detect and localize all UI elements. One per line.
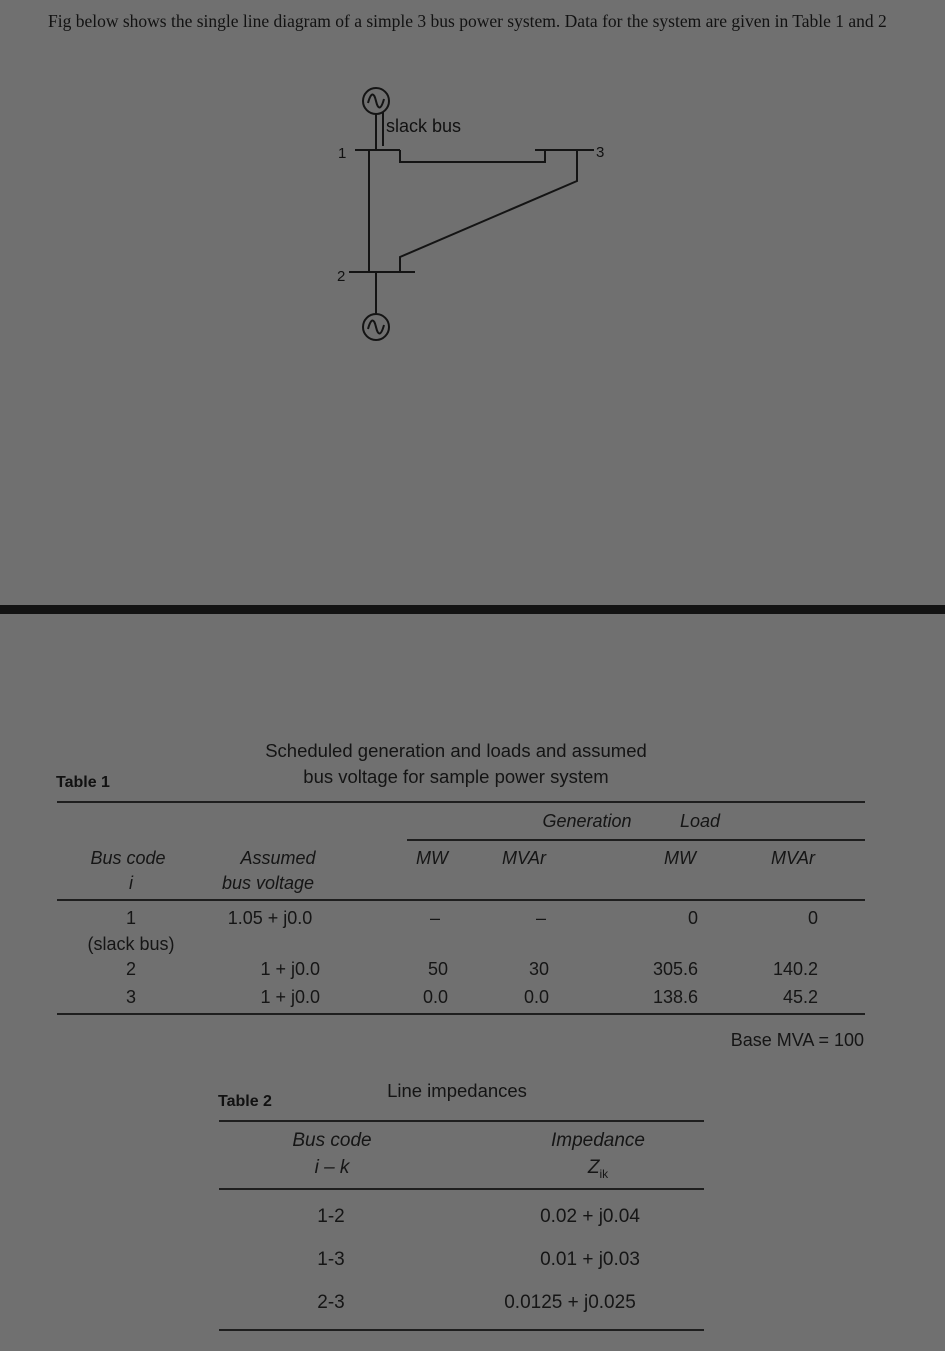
base-mva-note: Base MVA = 100: [730, 1030, 864, 1050]
table1-row1-bus: 1: [125, 908, 137, 928]
table1-header-gen-mw: MW: [416, 848, 448, 868]
table2-caption: Line impedances: [387, 1080, 527, 1101]
line-2-3: [400, 150, 577, 272]
table1-row2-bus: 2: [125, 959, 137, 979]
table2-row3-impedance: 0.0125 + j0.025: [504, 1292, 636, 1313]
table1-bottom-rule: [57, 1013, 865, 1015]
impedance-symbol: Z: [587, 1157, 600, 1178]
table1-caption-line1: Scheduled generation and loads and assumed: [265, 740, 647, 761]
section-divider: [0, 605, 945, 614]
table1-row3-bus: 3: [125, 987, 137, 1007]
table1-row2-load-mw: 305.6: [652, 959, 698, 979]
single-line-diagram: [0, 80, 945, 350]
table1-row2-gen-mw: 50: [427, 959, 448, 979]
table2-header-impedance: Impedance: [550, 1130, 646, 1151]
table1-header-gen-mvar: MVAr: [501, 848, 547, 868]
bus-3-label: 3: [596, 144, 605, 161]
table1-row1-gen-mw: –: [429, 908, 441, 928]
intro-text: Fig below shows the single line diagram of a simple 3 bus power system. Data for the system are given in Table 1 and 2: [48, 11, 887, 31]
table1-row1-voltage: 1.05 + j0.0: [227, 908, 313, 928]
table2-header-bus-code: Bus code: [292, 1130, 372, 1151]
line-1-3: [400, 150, 545, 162]
impedance-subscript: ik: [599, 1166, 609, 1181]
table2-bottom-rule: [219, 1329, 704, 1331]
generator-1-sine: [368, 94, 384, 107]
table1-row3-load-mvar: 45.2: [782, 987, 818, 1007]
table1-header-rule: [57, 899, 865, 901]
table2-row3-bus: 2-3: [317, 1292, 345, 1313]
table1-row3-voltage: 1 + j0.0: [260, 987, 320, 1007]
bus-1-label: 1: [338, 145, 347, 162]
table2-header-rule: [219, 1188, 704, 1190]
table1-row1-bus-note: (slack bus): [87, 934, 175, 954]
table1-header-load-mw: MW: [664, 848, 696, 868]
table1-row1-load-mvar: 0: [807, 908, 818, 928]
table1-row2-voltage: 1 + j0.0: [260, 959, 320, 979]
table2-header-bus-code-sub: i – k: [314, 1157, 350, 1178]
table1-header-voltage-1: Assumed: [240, 848, 316, 868]
generator-2-sine: [368, 320, 384, 333]
table1-row2-load-mvar: 140.2: [772, 959, 818, 979]
table2-row2-impedance: 0.01 + j0.03: [540, 1249, 640, 1270]
table1-row2-gen-mvar: 30: [528, 959, 549, 979]
table1-group-rule: [407, 839, 865, 841]
table1-group-load: Load: [679, 811, 721, 831]
table1-group-generation: Generation: [542, 811, 632, 831]
table2-top-rule: [219, 1120, 704, 1122]
table1-header-bus-code: Bus code: [90, 848, 166, 868]
table1-row3-gen-mw: 0.0: [422, 987, 448, 1007]
table2-row1-impedance: 0.02 + j0.04: [540, 1206, 640, 1227]
table1-row1-load-mw: 0: [687, 908, 698, 928]
table1-caption-line2: bus voltage for sample power system: [303, 766, 609, 787]
table1-caption: [265, 738, 647, 790]
table1-row1-gen-mvar: –: [535, 908, 547, 928]
table1-header-load-mvar: MVAr: [770, 848, 816, 868]
table1-header-voltage-2: bus voltage: [221, 873, 315, 893]
table2-row2-bus: 1-3: [317, 1249, 345, 1270]
table1-row3-gen-mvar: 0.0: [523, 987, 549, 1007]
table2-header-impedance-symbol: [588, 1155, 608, 1187]
table2-row1-bus: 1-2: [317, 1206, 345, 1227]
bus-2-label: 2: [337, 268, 346, 285]
table1-header-bus-code-sub: i: [129, 873, 133, 893]
table1-top-rule: [57, 801, 865, 803]
slack-bus-label: slack bus: [386, 116, 462, 136]
table1-label: Table 1: [56, 774, 110, 791]
table1-row3-load-mw: 138.6: [652, 987, 698, 1007]
table2-label: Table 2: [218, 1093, 272, 1110]
